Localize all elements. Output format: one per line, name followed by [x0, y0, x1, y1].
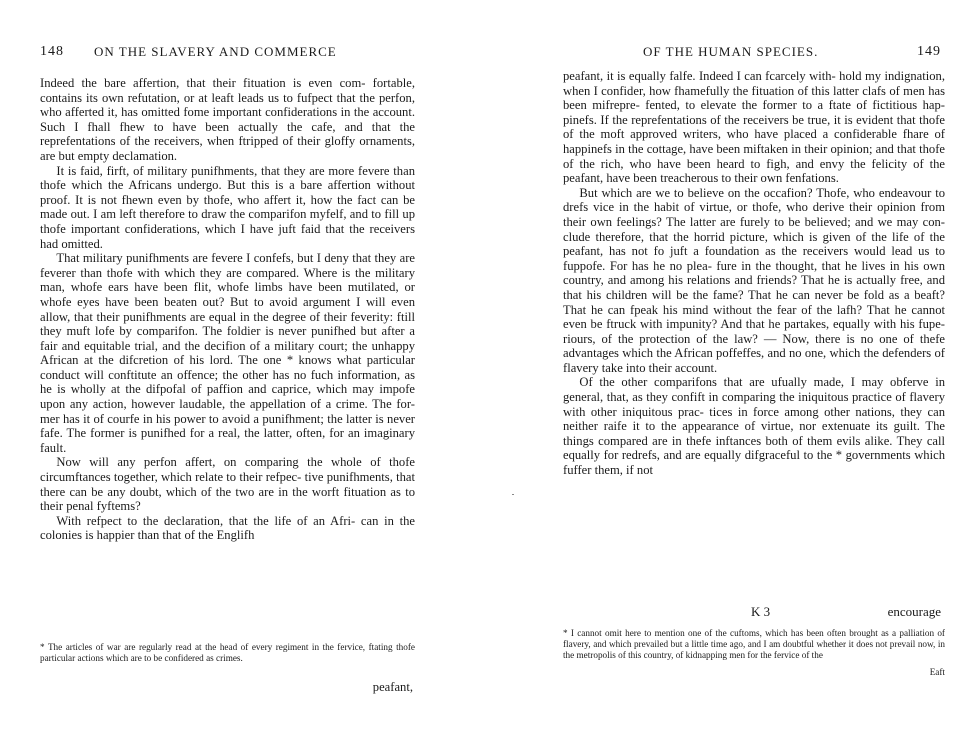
paragraph: But which are we to believe on the occafion? Thofe, who endeavour to drefs vice in the habit of virtue, or thofe, who derive their opinion from their own feelings? The latter are furely to be believed; and we may con- clude therefore, that the horrid picture, which is given of the life of the peafant, has not fo juft a foundation as the receivers would lead us to fuppofe. For has he no plea- fure in the thought, that he lives in his own country, and among his relations and friends? That he is actually free, and that his children will be the fame? That he can never be fold as a beaft? That he can fpeak his mind without the fear of the lafh? That he cannot even be ftruck with impunity? And that he partakes, equally with his fupe- riours, of the protection of the law? — Now, there is no one of thefe advantages which the African poffeffes, and no one, which the defenders of flavery take into their account.	[563, 185, 945, 375]
footnote: * I cannot omit here to mention one of the cuftoms, which has been often brought as a palliation of flavery, and which prevailed but a little time ago, and I am doubtful whether it does not prevail now, in the metropolis of this country, of kidnapping men for the fervice of the	[563, 628, 945, 660]
paragraph: With refpect to the declaration, that the life of an Afri- can in the colonies is happier than that of the Englifh	[40, 513, 415, 543]
paragraph: It is faid, firft, of military punifhments, that they are more fevere than thofe which the Africans undergo. But this is a bare affertion without proof. It is not fhewn even by thofe, who affert it, how the fact can be made out. I am left therefore to draw the comparifon myfelf, and to fill up thofe important confiderations, which I have juft faid that the receivers had omitted.	[40, 163, 415, 251]
catchword: Eaft	[929, 667, 945, 677]
left-page	[40, 0, 415, 731]
running-title: ON THE SLAVERY AND COMMERCE	[94, 44, 337, 59]
catchword: peafant,	[372, 680, 413, 694]
paragraph: Of the other comparifons that are ufually made, I may obferve in general, that, as they confift in comparing the iniquitous practice of flavery with other iniquitous prac- tices in force among other nations, they can neither raife it to the appearance of virtue, nor extenuate its guilt. The things compared are in thefe inftances both of them evils alike. They call equally for redrefs, and are equally difgraceful to the * governments which fuffer them, if not	[563, 375, 945, 478]
footnote: * The articles of war are regularly read at the head of every regiment in the fervice, ftating thofe particular actions which are to be confidered as crimes.	[40, 642, 415, 663]
paragraph: peafant, it is equally falfe. Indeed I can fcarcely with- hold my indignation, when I confider, how fhamefully the fituation of this latter clafs of men has been mifrepre- fented, to elevate the former to a ftate of fictitious hap- pinefs. If the reprefentations of the receivers be true, it is evident that thofe of the moft approved writers, who have placed a confiderable fhare of happinefs in the cottage, have been miftaken in their opinion; and that thofe of the rich, who have been heard to figh, and envy the felicity of the peafant, have been treacherous to their own fenfations.	[563, 69, 945, 186]
body-text	[40, 76, 415, 543]
page-number: 149	[917, 44, 941, 59]
running-head	[563, 44, 945, 62]
paragraph: Indeed the bare affertion, that their fituation is even com- fortable, contains its own refutation, or at leaft leads us to fufpect that the perfon, who afferted it, has omitted fome important confiderations in the account. Such I fhall fhew to have been actually the cafe, and that the reprefentations of the receivers, when ftripped of their gloffy ornaments, are but empty declamation.	[40, 76, 415, 163]
page-number: 148	[40, 44, 64, 59]
running-head	[40, 44, 415, 62]
paragraph: That military punifhments are fevere I confefs, but I deny that they are feverer than thofe with which they are compared. Where is the military man, whofe ears have been flit, whofe limbs have been mutilated, or whofe eyes have been beaten out? But to avoid argument I will even allow, that their punifhments are equal in the degree of their feverity: ftill they muft lofe by comparifon. The foldier is never punifhed but after a fair and equitable trial, and the decifion of a military court; the unhappy African at the difcretion of his lord. The one * knows what particular conduct will conftitute an offence; the other has no fuch information, as he is wholly at the difpofal of paffion and caprice, which may impofe upon any action, however laudable, the appellation of a crime. The for- mer has it of courfe in his power to avoid a punifhment; the latter is never fafe. The former is punifhed for a real, the latter, often, for an imaginary fault.	[40, 251, 415, 455]
running-title: OF THE HUMAN SPECIES.	[643, 44, 819, 59]
right-page	[563, 0, 945, 731]
paragraph: Now will any perfon affert, on comparing the whole of thofe circumftances together, which relate to their refpec- tive punifhments, that there can be any doubt, which of the two are in the worft fituation as to their penal fyftems?	[40, 455, 415, 514]
body-text	[563, 69, 945, 478]
catchword-line: encourage	[887, 604, 941, 619]
signature-mark: K 3	[751, 604, 771, 619]
gutter-mark	[512, 494, 514, 495]
